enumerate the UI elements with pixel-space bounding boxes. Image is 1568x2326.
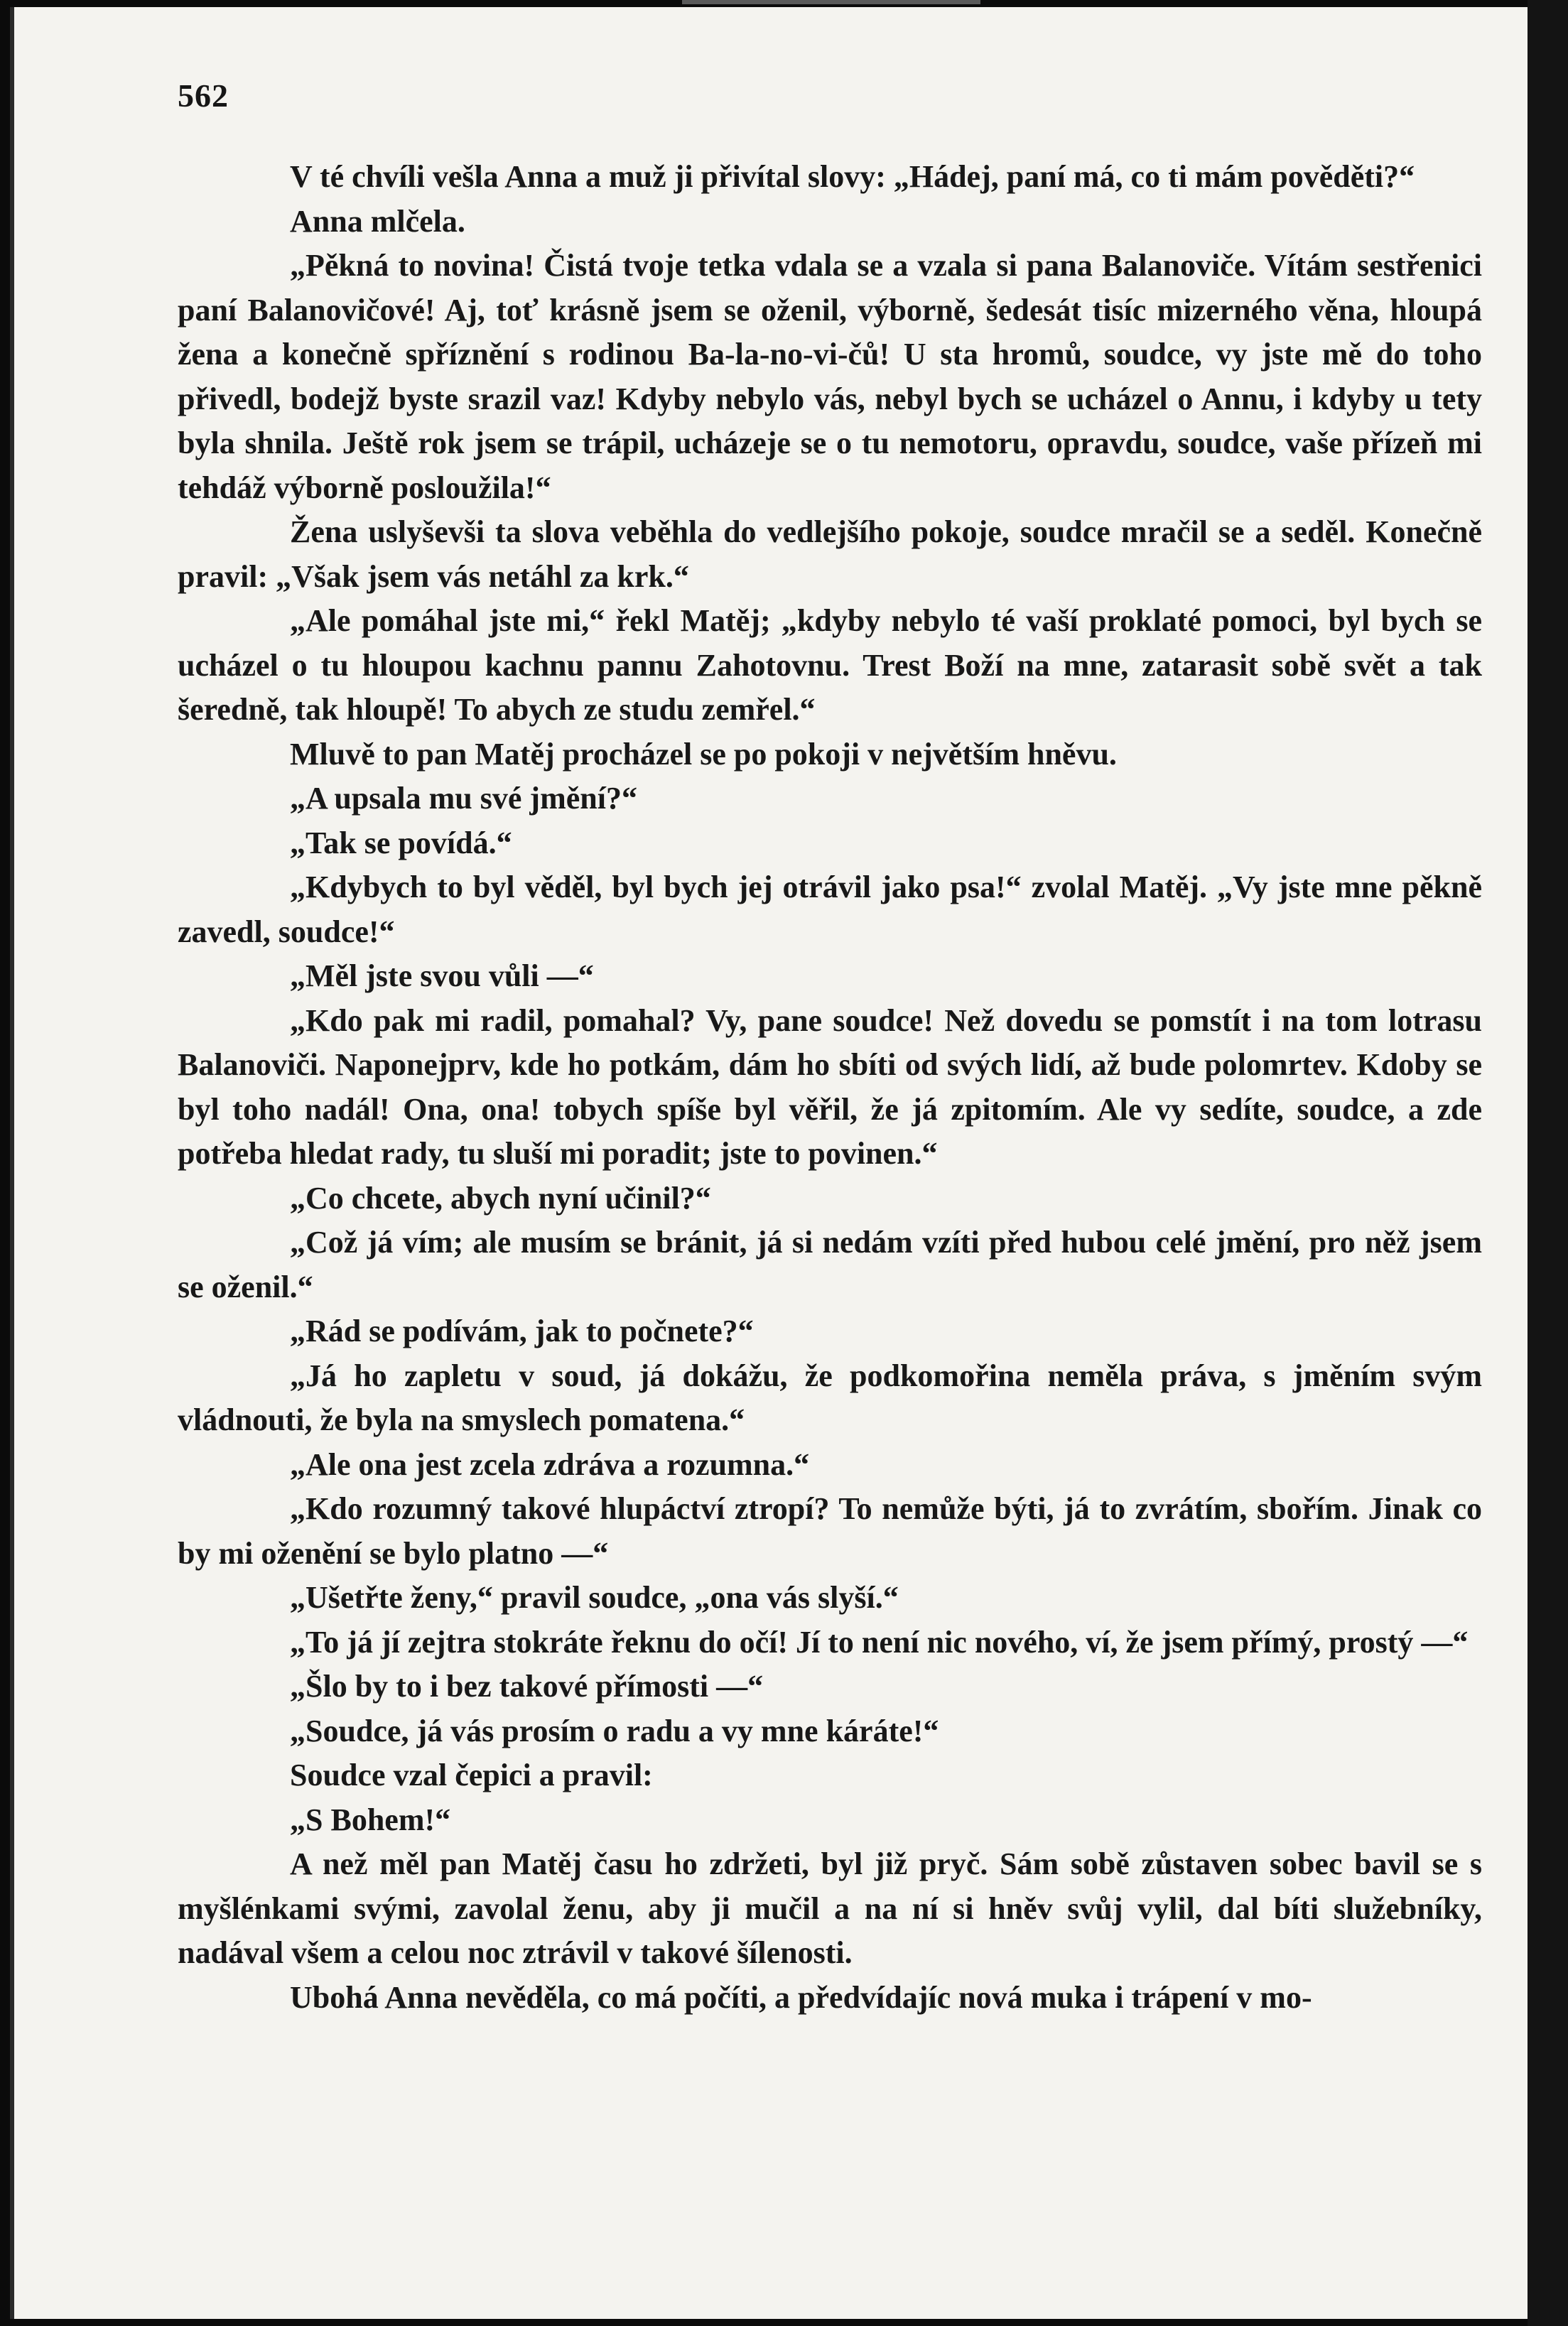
paragraph: „Já ho zapletu v soud, já dokážu, že podkomořina neměla práva, s jměním svým vládnouti, že byla na smyslech pomatena.“	[178, 1358, 1482, 1437]
body-text	[178, 155, 1482, 2020]
paragraph: V té chvíli vešla Anna a muž ji přivítal slovy: „Hádej, paní má, co ti mám pověděti?“	[290, 159, 1415, 194]
paragraph: „To já jí zejtra stokráte řeknu do očí! Jí to není nic nového, ví, že jsem přímý, prostý —“	[290, 1624, 1469, 1660]
paragraph: „Kdybych to byl věděl, byl bych jej otrávil jako psa!“ zvolal Matěj. „Vy jste mne pěkně zavedl, soudce!“	[178, 870, 1482, 949]
paragraph: Mluvě to pan Matěj procházel se po pokoji v největším hněvu.	[290, 736, 1117, 772]
paragraph: A než měl pan Matěj času ho zdržeti, byl již pryč. Sám sobě zůstaven sobec bavil se s myšlénkami svými, zavolal ženu, aby ji mučil a na ní si hněv svůj vylil, dal bíti služebníky, nadával všem a celou noc ztrávil v takové šílenosti.	[178, 1846, 1482, 1970]
paragraph: „Ale pomáhal jste mi,“ řekl Matěj; „kdyby nebylo té vaší proklaté pomoci, byl bych se ucházel o tu hloupou kachnu pannu Zahotovnu. Trest Boží na mne, zatarasit sobě svět a tak šeredně, tak hloupě! To abych ze studu zemřel.“	[178, 603, 1482, 727]
paragraph: Soudce vzal čepici a pravil:	[290, 1758, 653, 1792]
book-page	[10, 7, 1532, 2319]
paragraph: „Měl jste svou vůli —“	[290, 958, 594, 993]
paragraph: Ubohá Anna nevěděla, co má počíti, a předvídajíc nová muka i trápení v mo-	[290, 1979, 1312, 2015]
paragraph: „Co chcete, abych nyní učinil?“	[290, 1180, 711, 1216]
paragraph: „Tak se povídá.“	[290, 825, 512, 860]
paragraph: „Což já vím; ale musím se bránit, já si nedám vzíti před hubou celé jmění, pro něž jsem se oženil.“	[178, 1225, 1482, 1304]
paragraph: „Pěkná to novina! Čistá tvoje tetka vdala se a vzala si pana Balanoviče. Vítám sestřenici paní Balanovičové! Aj, toť krásně jsem se oženil, výborně, šedesát tisíc mizerného věna, hloupá žena a konečně spříznění s rodinou Ba-la-no-vi-čů! U sta hromů, soudce, vy jste mě do toho přivedl, bodejž byste srazil vaz! Kdyby nebylo vás, nebyl bych se ucházel o Annu, i kdyby u tety byla shnila. Ještě rok jsem se trápil, ucházeje se o tu nemotoru, opravdu, soudce, vaše přízeň mi tehdáž výborně posloužila!“	[178, 248, 1482, 505]
paragraph: „Kdo rozumný takové hlupáctví ztropí? To nemůže býti, já to zvrátím, sbořím. Jinak co by mi oženění se bylo platno —“	[178, 1491, 1482, 1571]
paragraph: „Ale ona jest zcela zdráva a rozumna.“	[290, 1446, 810, 1482]
paragraph: „Soudce, já vás prosím o radu a vy mne káráte!“	[290, 1713, 939, 1748]
page-number: 562	[178, 77, 229, 114]
paragraph: „Ušetřte ženy,“ pravil soudce, „ona vás slyší.“	[290, 1580, 899, 1615]
paragraph: „A upsala mu své jmění?“	[290, 781, 637, 816]
paragraph: „Rád se podívám, jak to počnete?“	[290, 1314, 754, 1348]
paragraph: „Kdo pak mi radil, pomahal? Vy, pane soudce! Než dovedu se pomstít i na tom lotrasu Balanoviči. Naponejprv, kde ho potkám, dám ho sbíti od svých lidí, až bude polomrtev. Kdoby se byl toho nadál! Ona, ona! tobych spíše byl věřil, že já zpitomím. Ale vy sedíte, soudce, a zde potřeba hledat rady, tu sluší mi poradit; jste to povinen.“	[178, 1002, 1482, 1171]
paragraph: Anna mlčela.	[290, 203, 465, 239]
scan-right-edge	[1528, 0, 1568, 2326]
paragraph: „S Bohem!“	[290, 1802, 451, 1837]
paragraph: „Šlo by to i bez takové přímosti —“	[290, 1669, 764, 1704]
paragraph: Žena uslyševši ta slova veběhla do vedlejšího pokoje, soudce mračil se a seděl. Konečně pravil: „Však jsem vás netáhl za krk.“	[178, 514, 1482, 594]
scan-top-edge	[682, 0, 980, 4]
